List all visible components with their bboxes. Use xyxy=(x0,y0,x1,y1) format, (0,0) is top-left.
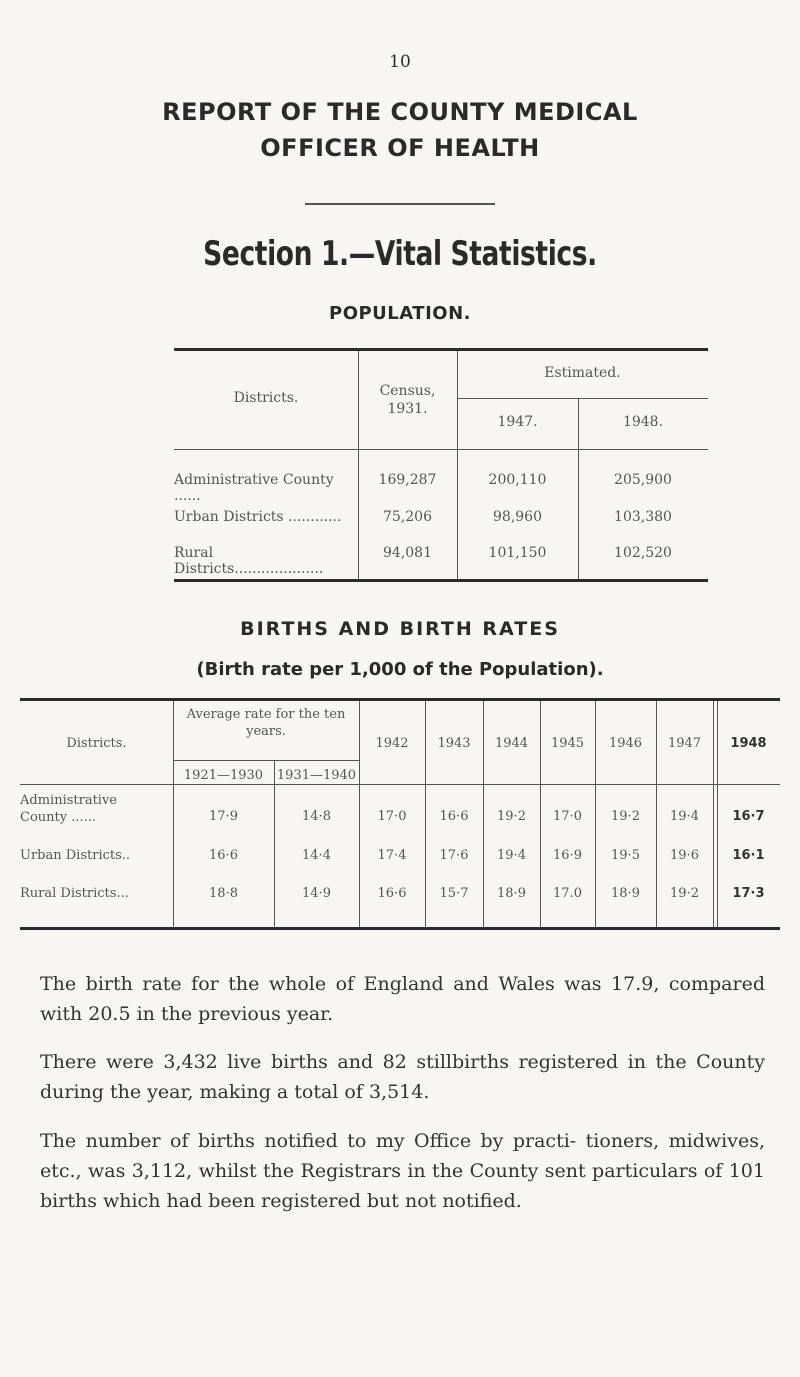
header-year: 1948 xyxy=(730,736,767,751)
paragraph: There were 3,432 live births and 82 stillbirths registered in the County during the year, making a total of 3,514. xyxy=(40,1051,765,1103)
estimated-subrule xyxy=(457,398,708,399)
table-header-rule xyxy=(174,449,708,450)
row-value: 17·4 xyxy=(377,848,407,863)
row-value: 17·0 xyxy=(553,809,582,824)
header-year: 1944 xyxy=(494,736,529,751)
column-divider xyxy=(274,760,275,927)
row-district xyxy=(20,792,173,826)
header-census: Census, 1931. xyxy=(379,383,436,417)
row-value: 18·8 xyxy=(209,886,238,901)
row-census: 75,206 xyxy=(383,509,432,525)
table-top-rule xyxy=(20,698,780,701)
row-census: 94,081 xyxy=(383,545,432,561)
population-table xyxy=(174,348,708,582)
report-title xyxy=(0,94,800,166)
row-value: 19·6 xyxy=(670,848,699,863)
report-title-line-1: REPORT OF THE COUNTY MEDICAL xyxy=(162,98,638,126)
report-title-line-2: OFFICER OF HEALTH xyxy=(260,134,540,162)
header-year: 1943 xyxy=(437,736,471,751)
paragraph: The birth rate for the whole of England and Wales was 17.9, compared with 20.5 in the previous year. xyxy=(40,973,765,1025)
header-districts: Districts. xyxy=(66,736,127,751)
row-value: 16·7 xyxy=(732,809,765,824)
header-1948: 1948. xyxy=(622,414,664,430)
row-value: 19·4 xyxy=(670,809,699,824)
title-divider xyxy=(305,203,495,205)
row-district-line: Administrative xyxy=(20,793,118,808)
header-period-1: 1921—1930 xyxy=(183,768,264,783)
row-census: 169,287 xyxy=(378,472,437,488)
row-1948: 103,380 xyxy=(614,509,672,525)
header-year: 1947 xyxy=(667,736,702,751)
row-value: 19·4 xyxy=(497,848,526,863)
column-divider xyxy=(713,701,714,927)
header-average: Average rate for the ten years. xyxy=(186,707,346,739)
table-bottom-rule xyxy=(20,927,780,930)
births-subheading: (Birth rate per 1,000 of the Population). xyxy=(196,659,604,680)
row-value: 19·5 xyxy=(611,848,640,863)
row-value: 17.0 xyxy=(553,886,582,901)
row-district: Urban Districts.. xyxy=(20,848,131,863)
row-district: Administrative County ...... xyxy=(174,472,334,504)
row-value: 17·9 xyxy=(209,809,238,824)
row-value: 14·8 xyxy=(302,809,331,824)
row-value: 19·2 xyxy=(670,886,699,901)
header-estimated: Estimated. xyxy=(544,365,621,381)
header-year: 1942 xyxy=(375,736,409,751)
row-value: 17·6 xyxy=(439,848,469,863)
row-value: 18·9 xyxy=(497,886,526,901)
row-value: 19·2 xyxy=(611,809,640,824)
row-value: 14·4 xyxy=(302,848,331,863)
births-table xyxy=(20,698,780,930)
row-value: 15·7 xyxy=(439,886,469,901)
table-top-rule xyxy=(174,348,708,351)
section-title: Section 1.—Vital Statistics. xyxy=(203,234,597,274)
row-1948: 102,520 xyxy=(614,545,672,561)
average-subrule xyxy=(173,760,359,761)
row-value: 16·6 xyxy=(209,848,238,863)
row-district: Rural Districts.................... xyxy=(174,545,324,577)
header-year: 1946 xyxy=(608,736,643,751)
row-value: 17·0 xyxy=(377,809,407,824)
population-heading: POPULATION. xyxy=(329,303,471,324)
header-districts: Districts. xyxy=(233,390,299,406)
row-value: 14·9 xyxy=(302,886,331,901)
row-1947: 200,110 xyxy=(488,472,547,488)
row-value: 18·9 xyxy=(611,886,640,901)
row-1947: 98,960 xyxy=(493,509,542,525)
header-year: 1945 xyxy=(550,736,585,751)
row-value: 17·3 xyxy=(732,886,765,901)
row-1948: 205,900 xyxy=(614,472,672,488)
row-value: 16·9 xyxy=(553,848,582,863)
row-district: Rural Districts... xyxy=(20,886,129,901)
table-header-rule xyxy=(20,784,780,785)
row-1947: 101,150 xyxy=(488,545,547,561)
row-value: 16·6 xyxy=(439,809,469,824)
row-district-line: County ...... xyxy=(20,810,97,825)
page-number: 10 xyxy=(389,52,411,72)
births-heading: BIRTHS AND BIRTH RATES xyxy=(240,618,560,640)
row-value: 16·6 xyxy=(377,886,407,901)
table-bottom-rule xyxy=(174,579,708,582)
row-value: 19·2 xyxy=(497,809,526,824)
header-1947: 1947. xyxy=(497,414,538,430)
row-value: 16·1 xyxy=(732,848,765,863)
header-period-2: 1931—1940 xyxy=(276,768,357,783)
paragraph: The number of births notified to my Office by practi- tioners, midwives, etc., was 3,112, whilst the Registrars in the County sent particulars of 101 births which had been registered but not notified. xyxy=(40,1130,765,1212)
row-district: Urban Districts ............ xyxy=(174,509,342,525)
